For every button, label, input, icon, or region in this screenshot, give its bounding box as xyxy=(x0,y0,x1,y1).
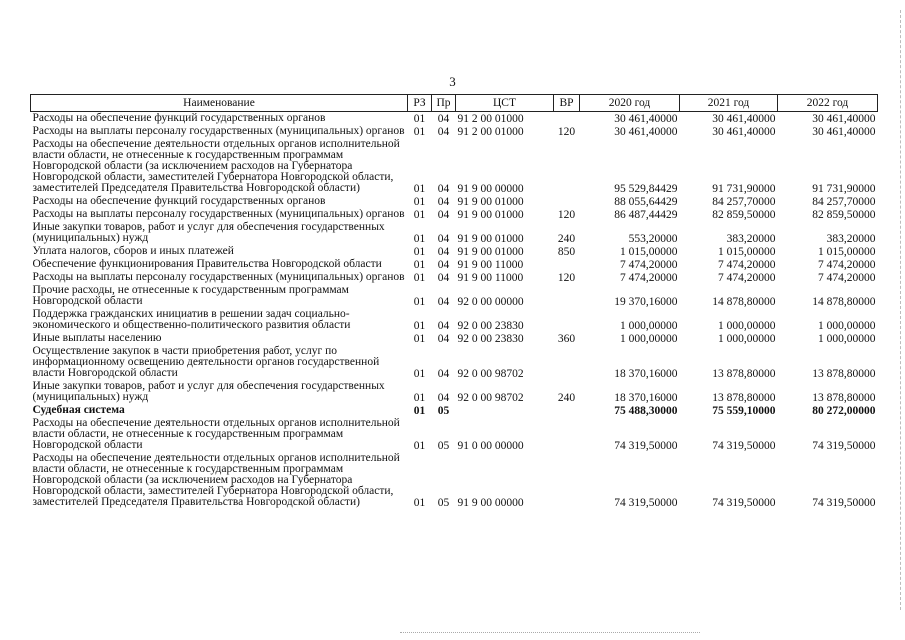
cell-cst xyxy=(456,404,554,417)
cell-vr: 240 xyxy=(557,233,576,245)
table-row xyxy=(31,195,878,208)
cell-cst: 92 0 00 98702 xyxy=(457,392,524,404)
cell-vr xyxy=(554,258,580,271)
table-row xyxy=(31,245,878,258)
table-row xyxy=(31,417,878,452)
cell-y2020: 30 461,40000 xyxy=(614,113,678,125)
cell-y2021: 13 878,80000 xyxy=(712,368,776,380)
cell-rz: 01 xyxy=(413,320,426,332)
cell-rz: 01 xyxy=(413,233,426,245)
cell-vr: 120 xyxy=(557,209,576,221)
cell-rz: 01 xyxy=(413,440,426,452)
cell-cst: 91 9 00 01000 xyxy=(457,233,524,245)
header-cst: ЦСТ xyxy=(456,95,554,112)
scan-edge-marks xyxy=(894,10,901,610)
cell-y2020: 88 055,64429 xyxy=(614,196,678,208)
scan-bottom-dots xyxy=(400,632,700,634)
cell-name: Расходы на обеспечение функций государственных органов xyxy=(32,195,326,207)
header-pr: Пр xyxy=(432,95,456,112)
cell-name: Расходы на выплаты персоналу государственных (муниципальных) органов xyxy=(32,125,405,137)
cell-vr xyxy=(554,452,580,509)
cell-y2021: 30 461,40000 xyxy=(712,126,776,138)
header-2020: 2020 год xyxy=(580,95,680,112)
cell-vr xyxy=(554,404,580,417)
header-2021: 2021 год xyxy=(680,95,778,112)
cell-y2022: 74 319,50000 xyxy=(812,440,876,452)
cell-vr xyxy=(554,195,580,208)
cell-name: Иные закупки товаров, работ и услуг для обеспечения государственных (муниципальных) нужд xyxy=(32,221,385,244)
cell-y2020: 86 487,44429 xyxy=(614,209,678,221)
cell-y2022: 13 878,80000 xyxy=(812,392,876,404)
cell-rz: 01 xyxy=(413,392,426,404)
table-row xyxy=(31,345,878,380)
budget-table-container xyxy=(30,94,877,509)
cell-cst: 91 2 00 01000 xyxy=(457,113,524,125)
cell-name: Расходы на обеспечение функций государственных органов xyxy=(32,112,326,124)
cell-y2022: 74 319,50000 xyxy=(812,497,876,509)
header-2022: 2022 год xyxy=(778,95,878,112)
cell-y2022: 91 731,90000 xyxy=(812,183,876,195)
cell-y2022: 1 000,00000 xyxy=(818,333,876,345)
cell-y2022: 30 461,40000 xyxy=(812,126,876,138)
table-row xyxy=(31,332,878,345)
cell-name: Иные выплаты населению xyxy=(32,332,162,344)
cell-y2020: 95 529,84429 xyxy=(614,183,678,195)
cell-vr: 120 xyxy=(557,126,576,138)
cell-y2021: 75 559,10000 xyxy=(712,405,776,417)
cell-pr: 04 xyxy=(437,272,450,284)
budget-table xyxy=(30,94,878,509)
cell-cst: 92 0 00 23830 xyxy=(457,320,524,332)
cell-name: Иные закупки товаров, работ и услуг для обеспечения государственных (муниципальных) нужд xyxy=(32,380,385,403)
cell-y2021: 383,20000 xyxy=(726,233,776,245)
cell-y2021: 84 257,70000 xyxy=(712,196,776,208)
cell-cst: 92 0 00 00000 xyxy=(457,296,524,308)
cell-pr: 04 xyxy=(437,320,450,332)
cell-y2020: 74 319,50000 xyxy=(614,497,678,509)
cell-y2021: 30 461,40000 xyxy=(712,113,776,125)
cell-vr xyxy=(554,345,580,380)
cell-vr xyxy=(554,417,580,452)
cell-y2022: 30 461,40000 xyxy=(812,113,876,125)
cell-rz: 01 xyxy=(413,368,426,380)
cell-y2022: 14 878,80000 xyxy=(812,296,876,308)
cell-y2022: 7 474,20000 xyxy=(818,259,876,271)
cell-vr: 360 xyxy=(557,333,576,345)
cell-pr: 04 xyxy=(437,183,450,195)
cell-pr: 04 xyxy=(437,259,450,271)
cell-name: Поддержка гражданских инициатив в решении задач социально-экономического и общественно-политического развития области xyxy=(32,308,351,331)
cell-pr: 05 xyxy=(437,440,450,452)
cell-y2020: 19 370,16000 xyxy=(614,296,678,308)
cell-name: Обеспечение функционирования Правительства Новгородской области xyxy=(32,258,382,270)
header-rz: РЗ xyxy=(408,95,432,112)
cell-cst: 91 9 00 11000 xyxy=(457,272,524,284)
cell-name: Расходы на обеспечение деятельности отдельных органов исполнительной власти области, не отнесенные к государственным программам Новгородской области (за исключением расходов на Губернатора Новгородской области, заместителей Губернатора Новгородской области, заместителей Председателя Правительства Новгородской области) xyxy=(32,452,400,508)
table-body xyxy=(31,112,878,510)
cell-cst: 91 9 00 01000 xyxy=(457,196,524,208)
cell-rz: 01 xyxy=(413,333,426,345)
cell-pr: 04 xyxy=(437,333,450,345)
page-number: 3 xyxy=(449,74,456,89)
cell-y2021: 14 878,80000 xyxy=(712,296,776,308)
cell-y2020: 18 370,16000 xyxy=(614,368,678,380)
cell-y2021: 74 319,50000 xyxy=(712,497,776,509)
cell-name: Осуществление закупок в части приобретения работ, услуг по информационному освещению деятельности органов государственной власти Новгородской области xyxy=(32,345,380,379)
cell-pr: 05 xyxy=(437,405,450,417)
cell-cst: 91 9 00 00000 xyxy=(457,497,524,509)
cell-rz: 01 xyxy=(413,196,426,208)
cell-vr xyxy=(554,138,580,195)
cell-y2022: 383,20000 xyxy=(826,233,876,245)
cell-vr xyxy=(554,308,580,332)
cell-cst: 91 9 00 11000 xyxy=(457,259,524,271)
table-row xyxy=(31,380,878,404)
cell-rz: 01 xyxy=(413,272,426,284)
cell-name: Судебная система xyxy=(32,404,125,416)
cell-rz: 01 xyxy=(413,405,426,417)
cell-y2021: 1 000,00000 xyxy=(718,333,776,345)
cell-y2020: 75 488,30000 xyxy=(614,405,678,417)
cell-rz: 01 xyxy=(413,497,426,509)
table-row xyxy=(31,208,878,221)
cell-pr: 04 xyxy=(437,233,450,245)
cell-y2020: 7 474,20000 xyxy=(620,259,678,271)
cell-pr: 04 xyxy=(437,209,450,221)
cell-rz: 01 xyxy=(413,246,426,258)
cell-name: Расходы на выплаты персоналу государственных (муниципальных) органов xyxy=(32,208,405,220)
cell-y2021: 1 015,00000 xyxy=(718,246,776,258)
cell-y2021: 1 000,00000 xyxy=(718,320,776,332)
cell-pr: 05 xyxy=(437,497,450,509)
cell-y2021: 7 474,20000 xyxy=(718,272,776,284)
cell-vr: 240 xyxy=(557,392,576,404)
cell-y2020: 553,20000 xyxy=(628,233,678,245)
table-row xyxy=(31,271,878,284)
header-name: Наименование xyxy=(31,95,408,112)
cell-name: Расходы на обеспечение деятельности отдельных органов исполнительной власти области, не отнесенные к государственным программам Новгородской области (за исключением расходов на Губернатора Новгородской области, заместителей Губернатора Новгородской области, заместителей Председателя Правительства Новгородской области) xyxy=(32,138,400,194)
cell-y2020: 1 015,00000 xyxy=(620,246,678,258)
cell-cst: 91 9 00 01000 xyxy=(457,209,524,221)
cell-rz: 01 xyxy=(413,209,426,221)
cell-y2022: 80 272,00000 xyxy=(812,405,876,417)
table-row xyxy=(31,258,878,271)
cell-y2021: 74 319,50000 xyxy=(712,440,776,452)
table-row xyxy=(31,404,878,417)
cell-vr: 120 xyxy=(557,272,576,284)
table-header-row xyxy=(31,95,878,112)
cell-cst: 91 2 00 01000 xyxy=(457,126,524,138)
table-row xyxy=(31,308,878,332)
cell-y2022: 7 474,20000 xyxy=(818,272,876,284)
cell-y2020: 18 370,16000 xyxy=(614,392,678,404)
cell-y2020: 74 319,50000 xyxy=(614,440,678,452)
cell-pr: 04 xyxy=(437,126,450,138)
cell-pr: 04 xyxy=(437,196,450,208)
cell-rz: 01 xyxy=(413,183,426,195)
cell-vr: 850 xyxy=(557,246,576,258)
cell-y2020: 30 461,40000 xyxy=(614,126,678,138)
cell-pr: 04 xyxy=(437,246,450,258)
cell-y2021: 13 878,80000 xyxy=(712,392,776,404)
cell-name: Уплата налогов, сборов и иных платежей xyxy=(32,245,234,257)
cell-rz: 01 xyxy=(413,113,426,125)
cell-y2021: 82 859,50000 xyxy=(712,209,776,221)
cell-vr xyxy=(554,112,580,126)
cell-pr: 04 xyxy=(437,296,450,308)
cell-name: Прочие расходы, не отнесенные к государственным программам Новгородской области xyxy=(32,284,349,307)
cell-y2022: 82 859,50000 xyxy=(812,209,876,221)
cell-rz: 01 xyxy=(413,296,426,308)
table-row xyxy=(31,138,878,195)
cell-rz: 01 xyxy=(413,126,426,138)
table-row xyxy=(31,284,878,308)
table-row xyxy=(31,221,878,245)
cell-name: Расходы на обеспечение деятельности отдельных органов исполнительной власти области, не отнесенные к государственным программам Новгородской области xyxy=(32,417,400,451)
cell-y2021: 91 731,90000 xyxy=(712,183,776,195)
cell-y2022: 1 000,00000 xyxy=(818,320,876,332)
cell-cst: 91 9 00 01000 xyxy=(457,246,524,258)
table-row xyxy=(31,112,878,126)
cell-y2022: 84 257,70000 xyxy=(812,196,876,208)
cell-y2020: 1 000,00000 xyxy=(620,333,678,345)
cell-rz: 01 xyxy=(413,259,426,271)
cell-vr xyxy=(554,284,580,308)
cell-pr: 04 xyxy=(437,392,450,404)
cell-cst: 92 0 00 98702 xyxy=(457,368,524,380)
cell-pr: 04 xyxy=(437,113,450,125)
header-vr: ВР xyxy=(554,95,580,112)
cell-y2021: 7 474,20000 xyxy=(718,259,776,271)
table-row xyxy=(31,452,878,509)
cell-y2020: 7 474,20000 xyxy=(620,272,678,284)
cell-pr: 04 xyxy=(437,368,450,380)
cell-y2022: 1 015,00000 xyxy=(818,246,876,258)
cell-cst: 92 0 00 23830 xyxy=(457,333,524,345)
cell-y2022: 13 878,80000 xyxy=(812,368,876,380)
cell-name: Расходы на выплаты персоналу государственных (муниципальных) органов xyxy=(32,271,405,283)
cell-cst: 91 0 00 00000 xyxy=(457,440,524,452)
table-row xyxy=(31,125,878,138)
cell-cst: 91 9 00 00000 xyxy=(457,183,524,195)
cell-y2020: 1 000,00000 xyxy=(620,320,678,332)
